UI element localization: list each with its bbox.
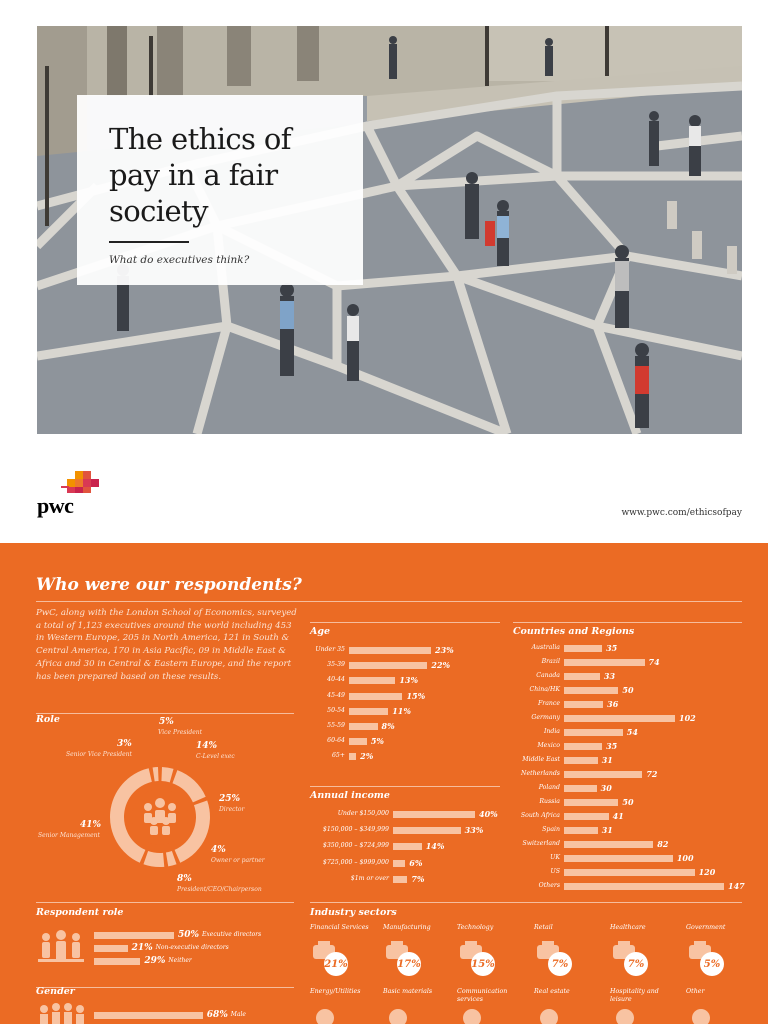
website-url[interactable]: www.pwc.com/ethicsofpay [621,508,742,518]
country-value-label: 35 [606,741,618,751]
age-label: Age [310,626,331,637]
age-category-label: 35-39 [327,661,345,669]
title-card [77,95,363,285]
country-value-label: 120 [698,867,716,877]
age-bar [349,693,402,700]
country-category-label: Canada [536,672,560,679]
role-donut-segment [153,767,159,781]
industry-name: Financial Services [310,924,369,931]
country-bar [564,673,600,680]
role-pct-clevel: 14% [196,741,218,751]
country-bar [564,659,645,666]
income-bar [393,827,461,834]
country-bar [564,757,598,764]
age-bar [349,647,431,654]
income-bar [393,843,422,850]
age-bar [349,738,367,745]
respondent-role-label: Respondent role [36,907,124,918]
role-pct-svp: 3% [117,739,132,749]
age-value-label: 15% [406,690,426,701]
industry-name: Retail [534,924,553,931]
role-name-clevel: C-Level exec [196,753,235,760]
industry-pct-badge: 17% [397,952,421,976]
pwc-logo-text: pwc [37,493,74,518]
age-category-label: 40-44 [327,676,345,684]
hospitality-icon [610,1006,640,1024]
materials-icon [383,1006,413,1024]
country-bar [564,771,642,778]
role-name-vp: Vice President [158,729,203,736]
industry-divider [310,902,742,903]
search-icon [686,1006,716,1024]
respondent-role-pct: 21% [131,943,153,953]
country-bar [564,827,598,834]
country-value-label: 41 [612,811,624,821]
country-bar [564,883,724,890]
country-bar [564,715,675,722]
industry-pct-badge: 21% [324,952,348,976]
respondent-role-bar [94,945,128,952]
age-bar [349,677,395,684]
countries-label: Countries and Regions [513,626,635,637]
role-pct-vp: 5% [159,717,174,727]
role-donut-segment [161,767,173,782]
country-category-label: Middle East [522,756,560,763]
age-value-label: 8% [381,721,395,731]
country-value-label: 31 [601,755,613,765]
role-name-director: Director [219,806,245,813]
country-value-label: 74 [648,657,660,667]
age-bar [349,723,378,730]
role-name-president: President/CEO/Chairperson [177,886,262,893]
respondent-role-pct: 29% [144,956,166,966]
country-value-label: 35 [606,643,618,653]
respondent-role-name: Neither [168,957,192,964]
country-bar [564,799,618,806]
country-bar [564,729,623,736]
country-bar [564,855,673,862]
industry-pct-badge: 15% [471,952,495,976]
role-name-owner: Owner or partner [211,857,265,864]
respondent-role-bar [94,932,174,939]
income-divider [310,786,500,787]
country-value-label: 30 [600,783,612,793]
country-value-label: 102 [679,713,696,723]
country-category-label: Switzerland [522,840,560,847]
industry-name: Real estate [534,988,570,995]
age-value-label: 2% [360,751,374,762]
age-value-label: 13% [399,675,419,686]
country-bar [564,701,603,708]
age-value-label: 5% [370,736,384,747]
country-value-label: 36 [607,699,619,709]
country-category-label: China/HK [529,686,560,693]
income-value-label: 6% [409,857,423,868]
industry-name: Hospitality and leisure [610,988,659,1003]
country-category-label: India [543,728,560,735]
country-bar [564,813,609,820]
age-value-label: 11% [392,705,411,716]
country-category-label: Russia [539,798,560,805]
role-name-svp: Senior Vice President [66,751,132,758]
gender-bar [94,1012,203,1019]
house-icon [534,1006,564,1024]
group-meeting-icon [36,929,86,969]
age-category-label: 65+ [331,752,345,760]
respondent-role-bar [94,958,140,965]
country-category-label: Australia [531,644,560,651]
income-label: Annual income [310,790,390,801]
country-value-label: 147 [728,881,745,891]
industry-name: Communication services [457,988,508,1003]
country-bar [564,645,602,652]
country-bar [564,687,618,694]
respondent-role-name: Executive directors [202,931,262,938]
country-category-label: South Africa [520,812,560,819]
respondent-role-divider [36,902,294,903]
industry-pct-badge: 5% [700,952,724,976]
age-category-label: Under 35 [315,646,345,653]
country-category-label: Spain [542,826,560,833]
age-value-label: 23% [435,645,454,655]
industry-name: Other [686,988,705,995]
income-category-label: Under $150,000 [337,810,389,817]
role-pct-president: 8% [177,874,192,884]
country-value-label: 50 [622,797,634,807]
respondent-role-pct: 50% [178,930,200,940]
industry-label: Industry sectors [310,907,397,918]
country-category-label: Brazil [541,658,560,665]
heading-divider [36,601,742,602]
industry-name: Manufacturing [383,924,431,931]
country-category-label: Others [538,882,560,889]
role-pct-senior-mgmt: 41% [80,820,102,830]
respondents-heading: Who were our respondents? [36,575,302,595]
income-value-label: 40% [479,809,498,819]
role-label: Role [36,714,60,725]
country-bar [564,785,597,792]
country-category-label: Germany [531,714,560,721]
income-bar [393,811,475,818]
respondents-intro: PwC, along with the London School of Economics, surveyed a total of 1,123 executives around the world including 453 in Western Europe, 205 in North America, 121 in South & Central America, 170 in Asia Pacific, 09 in Middle East & Africa and 30 in Central & Eastern Europe, and the report has been prepared based on these results. [36,608,297,682]
country-value-label: 100 [676,853,694,863]
role-pct-owner: 4% [211,845,226,855]
industry-pct-badge: 7% [624,952,648,976]
role-donut-chart [100,757,220,877]
income-category-label: $1m or over [350,874,389,882]
country-category-label: UK [550,854,560,861]
income-bar [393,876,407,883]
industry-pct-badge: 7% [548,952,572,976]
country-value-label: 82 [657,839,669,849]
income-category-label: $350,000 – $724,999 [322,842,389,850]
income-value-label: 7% [411,873,425,884]
role-divider [36,713,294,714]
age-divider [310,622,500,623]
income-bar [393,860,405,867]
gender-label: Gender [36,986,75,997]
country-value-label: 31 [601,825,613,835]
page-title: The ethics of pay in a fair society [109,122,291,228]
role-donut-segment [166,851,177,866]
age-value-label: 22% [431,660,451,671]
age-bar [349,662,427,669]
respondent-role-name: Non-executive directors [155,944,229,951]
income-category-label: $725,000 – $999,000 [322,858,389,866]
country-value-label: 54 [626,727,638,737]
income-category-label: $150,000 – $349,999 [322,826,389,834]
income-value-label: 14% [425,841,445,852]
title-rule [109,241,189,243]
country-category-label: Poland [538,784,560,791]
age-category-label: 55-59 [327,722,345,729]
gender-pct: 68% [206,1010,228,1020]
role-pct-director: 25% [219,794,241,804]
page-subtitle: What do executives think? [109,254,250,266]
energy-icon [310,1006,340,1024]
age-bar [349,753,356,760]
age-bar [349,708,388,715]
country-value-label: 72 [646,769,658,779]
age-category-label: 50-54 [327,706,345,714]
country-category-label: Mexico [537,742,560,749]
country-bar [564,841,653,848]
industry-name: Technology [457,924,494,931]
industry-name: Energy/Utilities [310,988,361,995]
gender-name: Male [230,1011,246,1018]
country-category-label: France [537,700,560,707]
country-category-label: Netherlands [521,770,560,777]
role-name-senior-mgmt: Senior Management [38,832,100,839]
country-category-label: US [550,868,560,875]
industry-name: Government [686,924,726,931]
communication-icon [457,1006,487,1024]
respondents-panel [0,543,768,1024]
role-donut-segment [143,851,164,867]
country-value-label: 33 [603,671,616,681]
industry-name: Healthcare [610,924,646,931]
country-bar [564,743,602,750]
countries-divider [513,622,742,623]
age-category-label: 60-64 [327,737,345,745]
age-category-label: 45-49 [327,691,345,699]
income-value-label: 33% [464,825,484,836]
industry-name: Basic materials [383,988,433,995]
country-value-label: 50 [622,685,634,695]
country-bar [564,869,695,876]
gender-people-icon [36,1003,86,1024]
